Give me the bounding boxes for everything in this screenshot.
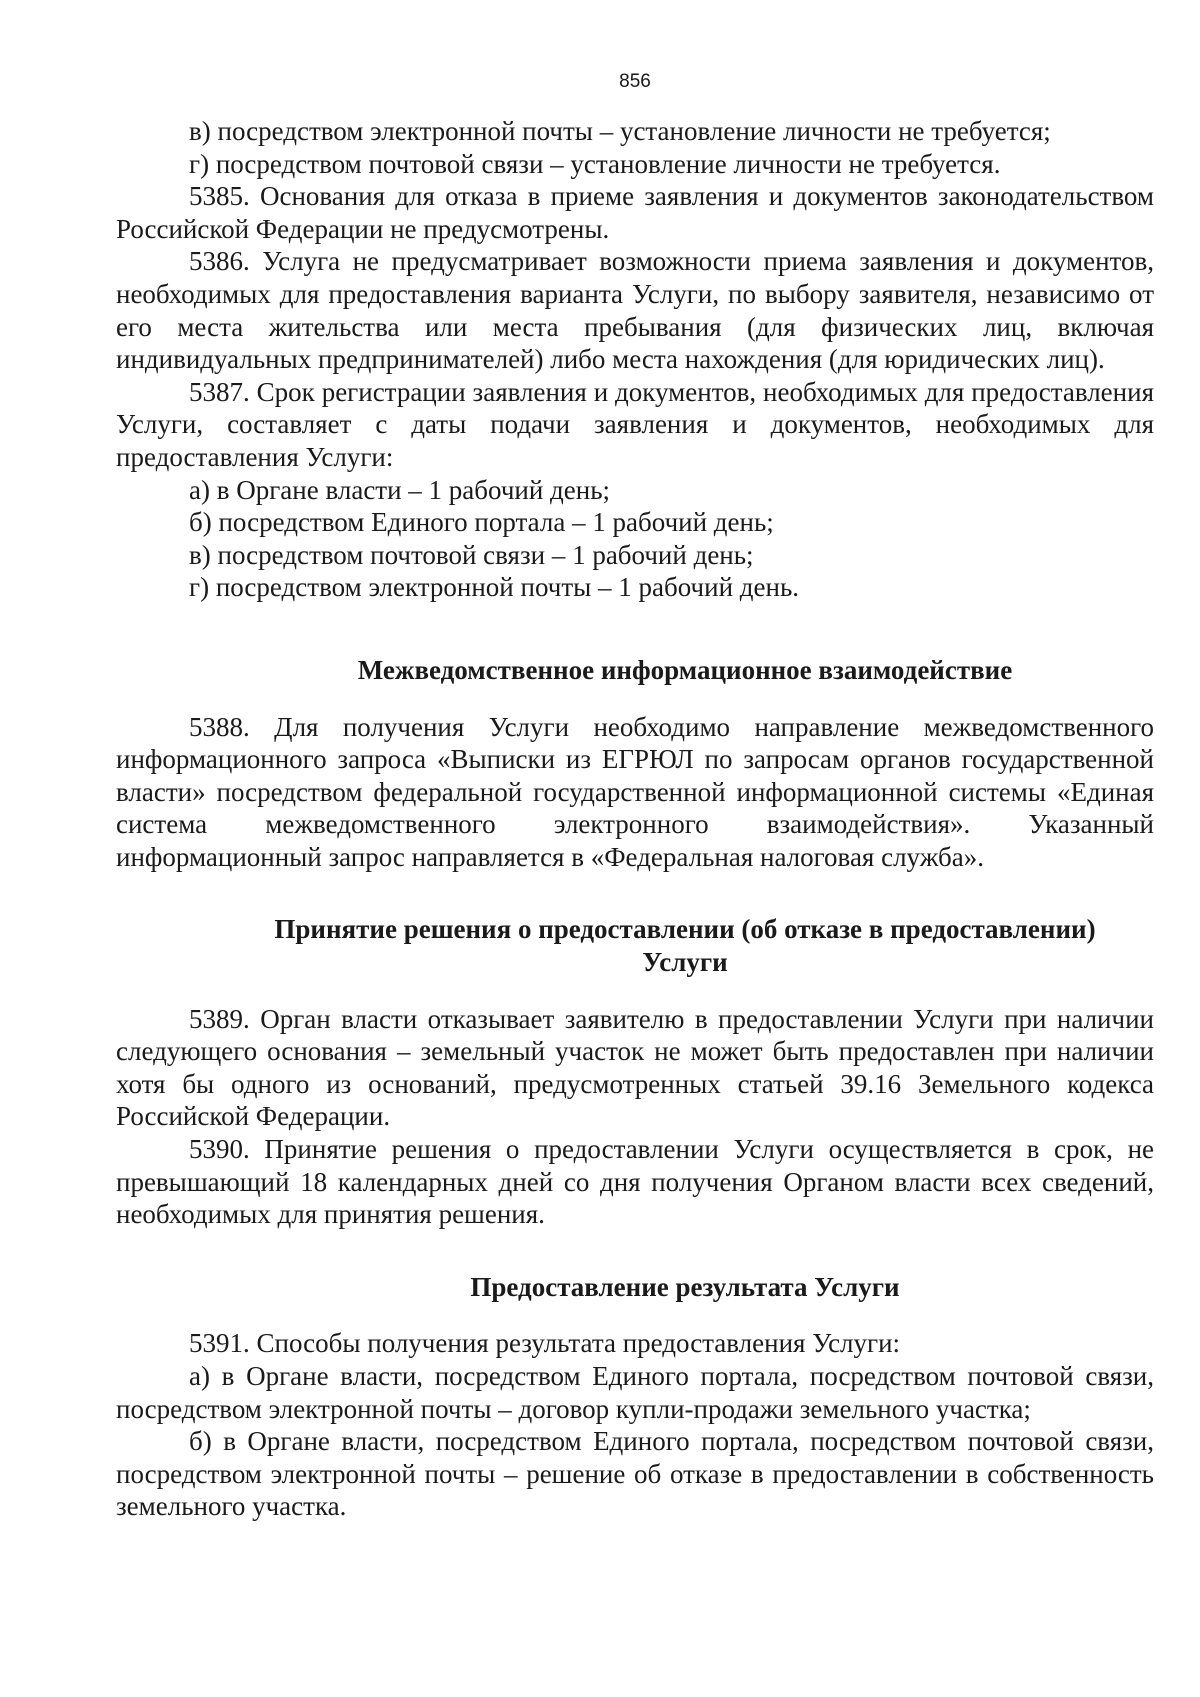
- paragraph: в) посредством электронной почты – установление личности не требуется;: [189, 116, 1051, 146]
- section-heading-result: Предоставление результата Услуги: [470, 1271, 900, 1302]
- list-item: б) в Органе власти, посредством Единого портала, посредством почтовой связи, посредством электронной почты – решение об отказе в предоставлении в собственность земельного участка.: [116, 1426, 1154, 1522]
- page-number: 856: [619, 71, 651, 92]
- paragraph: г) посредством почтовой связи – установление личности не требуется.: [189, 148, 1001, 179]
- list-item: а) в Органе власти – 1 рабочий день;: [189, 474, 611, 505]
- list-item: б) посредством Единого портала – 1 рабочий день;: [189, 507, 774, 538]
- list-item: а) в Органе власти, посредством Единого портала, посредством почтовой связи, посредством электронной почты – договор купли-продажи земельного участка;: [116, 1361, 1154, 1424]
- paragraph-5389: 5389. Орган власти отказывает заявителю в предоставлении Услуги при наличии следующего основания – земельный участок не может быть предоставлен при наличии хотя бы одного из оснований, предусмотренных статьей 39.16 Земельного кодекса Российской Федерации.: [116, 1003, 1154, 1132]
- paragraph-5390: 5390. Принятие решения о предоставлении Услуги осуществляется в срок, не превышающий 18 календарных дней со дня получения Органом власти всех сведений, необходимых для принятия решения.: [116, 1134, 1154, 1230]
- paragraph-5391: 5391. Способы получения результата предоставления Услуги:: [189, 1328, 901, 1359]
- document-body: [116, 115, 1154, 1523]
- list-item: в) посредством почтовой связи – 1 рабочий день;: [189, 539, 754, 570]
- paragraph-5385: 5385. Основания для отказа в приеме заявления и документов законодательством Российской Федерации не предусмотрены.: [116, 181, 1154, 244]
- section-heading-decision: [116, 913, 1154, 978]
- section-heading-decision-line-1: Принятие решения о предоставлении (об отказе в предоставлении): [274, 914, 1096, 945]
- paragraph-5387: 5387. Срок регистрации заявления и документов, необходимых для предоставления Услуги, составляет с даты подачи заявления и документов, необходимых для предоставления Услуги:: [116, 376, 1154, 472]
- section-heading-interagency: Межведомственное информационное взаимодействие: [357, 654, 1013, 685]
- list-item: г) посредством электронной почты – 1 рабочий день.: [189, 572, 800, 603]
- section-heading-decision-line-2: Услуги: [642, 947, 728, 978]
- paragraph-5388: 5388. Для получения Услуги необходимо направление межведомственного информационного запроса «Выписки из ЕГРЮЛ по запросам органов государственной власти» посредством федеральной государственной информационной системы «Единая система межведомственного электронного взаимодействия». Указанный информационный запрос направляется в «Федеральная налоговая служба».: [116, 711, 1154, 872]
- paragraph-5386: 5386. Услуга не предусматривает возможности приема заявления и документов, необходимых для предоставления варианта Услуги, по выбору заявителя, независимо от его места жительства или места пребывания (для физических лиц, включая индивидуальных предпринимателей) либо места нахождения (для юридических лиц).: [116, 246, 1154, 375]
